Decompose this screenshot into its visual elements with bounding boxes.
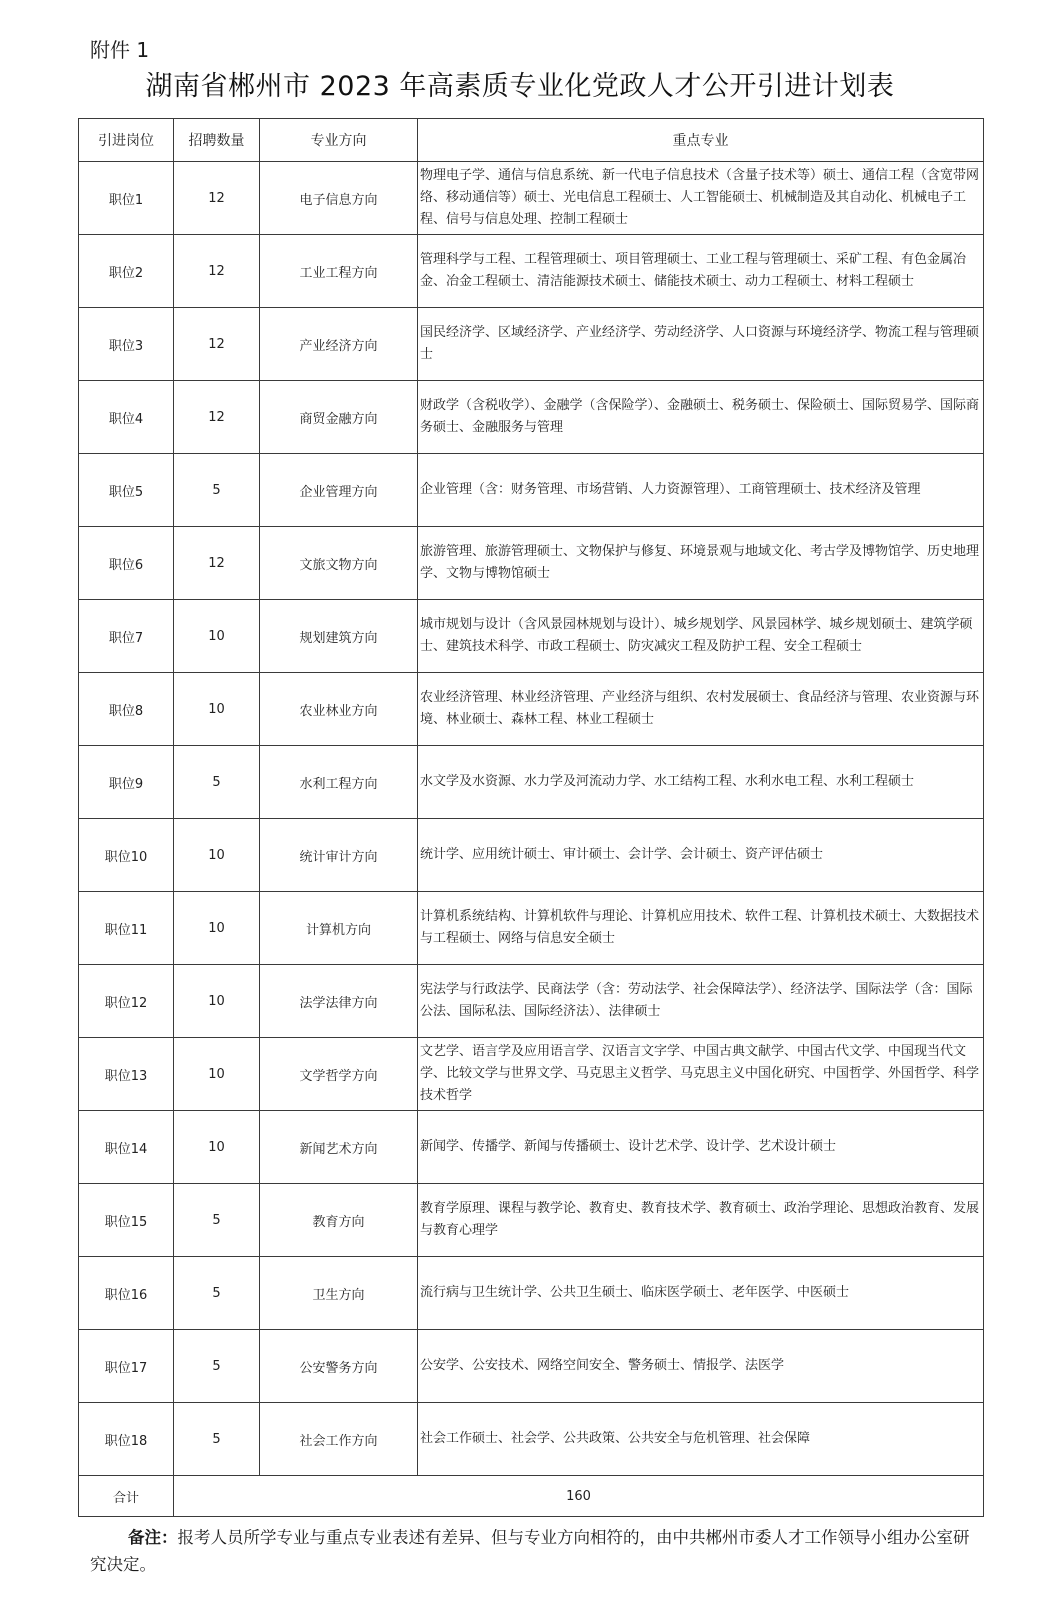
cell-majors: 计算机系统结构、计算机软件与理论、计算机应用技术、软件工程、计算机技术硕士、大数据技术与工程硕士、网络与信息安全硕士 bbox=[418, 892, 984, 965]
table-row bbox=[79, 1184, 984, 1257]
cell-majors: 财政学（含税收学）、金融学（含保险学）、金融硕士、税务硕士、保险硕士、国际贸易学、国际商务硕士、金融服务与管理 bbox=[418, 381, 984, 454]
table-row bbox=[79, 454, 984, 527]
cell-count: 5 bbox=[174, 454, 260, 527]
cell-count: 5 bbox=[174, 1403, 260, 1476]
total-value: 160 bbox=[174, 1476, 984, 1517]
table-row bbox=[79, 600, 984, 673]
table-row bbox=[79, 819, 984, 892]
cell-majors: 文艺学、语言学及应用语言学、汉语言文字学、中国古典文献学、中国古代文学、中国现当代文学、比较文学与世界文学、马克思主义哲学、马克思主义中国化研究、中国哲学、外国哲学、科学技术哲学 bbox=[418, 1038, 984, 1111]
table-row bbox=[79, 162, 984, 235]
cell-direction: 统计审计方向 bbox=[260, 819, 418, 892]
cell-direction: 规划建筑方向 bbox=[260, 600, 418, 673]
cell-count: 10 bbox=[174, 1111, 260, 1184]
cell-position: 职位13 bbox=[79, 1038, 174, 1111]
cell-majors: 宪法学与行政法学、民商法学（含：劳动法学、社会保障法学）、经济法学、国际法学（含：国际公法、国际私法、国际经济法）、法律硕士 bbox=[418, 965, 984, 1038]
table-row bbox=[79, 1330, 984, 1403]
cell-position: 职位9 bbox=[79, 746, 174, 819]
header-count: 招聘数量 bbox=[174, 119, 260, 162]
cell-position: 职位12 bbox=[79, 965, 174, 1038]
cell-majors: 农业经济管理、林业经济管理、产业经济与组织、农村发展硕士、食品经济与管理、农业资源与环境、林业硕士、森林工程、林业工程硕士 bbox=[418, 673, 984, 746]
cell-position: 职位6 bbox=[79, 527, 174, 600]
cell-majors: 水文学及水资源、水力学及河流动力学、水工结构工程、水利水电工程、水利工程硕士 bbox=[418, 746, 984, 819]
attachment-label: 附件 1 bbox=[90, 38, 150, 62]
cell-count: 5 bbox=[174, 746, 260, 819]
table-row bbox=[79, 1403, 984, 1476]
cell-count: 10 bbox=[174, 600, 260, 673]
table-row bbox=[79, 892, 984, 965]
cell-majors: 城市规划与设计（含风景园林规划与设计）、城乡规划学、风景园林学、城乡规划硕士、建筑学硕士、建筑技术科学、市政工程硕士、防灾减灾工程及防护工程、安全工程硕士 bbox=[418, 600, 984, 673]
page-title: 湖南省郴州市 2023 年高素质专业化党政人才公开引进计划表 bbox=[145, 71, 895, 102]
cell-position: 职位14 bbox=[79, 1111, 174, 1184]
table-row bbox=[79, 1257, 984, 1330]
cell-direction: 法学法律方向 bbox=[260, 965, 418, 1038]
cell-position: 职位2 bbox=[79, 235, 174, 308]
cell-direction: 公安警务方向 bbox=[260, 1330, 418, 1403]
cell-count: 10 bbox=[174, 673, 260, 746]
cell-position: 职位17 bbox=[79, 1330, 174, 1403]
table-body bbox=[79, 162, 984, 1476]
remark-text: 报考人员所学专业与重点专业表述有差异、但与专业方向相符的，由中共郴州市委人才工作领导小组办公室研究决定。 bbox=[90, 1528, 970, 1574]
cell-direction: 水利工程方向 bbox=[260, 746, 418, 819]
remark-note bbox=[90, 1524, 970, 1578]
cell-direction: 计算机方向 bbox=[260, 892, 418, 965]
cell-position: 职位18 bbox=[79, 1403, 174, 1476]
table-row bbox=[79, 965, 984, 1038]
table-row bbox=[79, 1111, 984, 1184]
table-row bbox=[79, 1038, 984, 1111]
cell-direction: 工业工程方向 bbox=[260, 235, 418, 308]
table-header-row bbox=[79, 119, 984, 162]
cell-count: 5 bbox=[174, 1257, 260, 1330]
cell-direction: 产业经济方向 bbox=[260, 308, 418, 381]
cell-position: 职位5 bbox=[79, 454, 174, 527]
cell-direction: 农业林业方向 bbox=[260, 673, 418, 746]
total-row bbox=[79, 1476, 984, 1517]
cell-position: 职位1 bbox=[79, 162, 174, 235]
cell-position: 职位3 bbox=[79, 308, 174, 381]
cell-count: 12 bbox=[174, 162, 260, 235]
header-direction: 专业方向 bbox=[260, 119, 418, 162]
cell-position: 职位10 bbox=[79, 819, 174, 892]
cell-count: 5 bbox=[174, 1330, 260, 1403]
cell-majors: 新闻学、传播学、新闻与传播硕士、设计艺术学、设计学、艺术设计硕士 bbox=[418, 1111, 984, 1184]
table-row bbox=[79, 746, 984, 819]
cell-direction: 文旅文物方向 bbox=[260, 527, 418, 600]
cell-count: 12 bbox=[174, 308, 260, 381]
cell-direction: 企业管理方向 bbox=[260, 454, 418, 527]
header-majors: 重点专业 bbox=[418, 119, 984, 162]
cell-position: 职位4 bbox=[79, 381, 174, 454]
cell-direction: 新闻艺术方向 bbox=[260, 1111, 418, 1184]
cell-majors: 统计学、应用统计硕士、审计硕士、会计学、会计硕士、资产评估硕士 bbox=[418, 819, 984, 892]
cell-direction: 电子信息方向 bbox=[260, 162, 418, 235]
cell-majors: 流行病与卫生统计学、公共卫生硕士、临床医学硕士、老年医学、中医硕士 bbox=[418, 1257, 984, 1330]
remark-label: 备注： bbox=[128, 1528, 178, 1547]
table-row bbox=[79, 235, 984, 308]
cell-direction: 教育方向 bbox=[260, 1184, 418, 1257]
cell-direction: 社会工作方向 bbox=[260, 1403, 418, 1476]
cell-count: 5 bbox=[174, 1184, 260, 1257]
cell-count: 12 bbox=[174, 527, 260, 600]
table-row bbox=[79, 381, 984, 454]
cell-position: 职位8 bbox=[79, 673, 174, 746]
table-row bbox=[79, 308, 984, 381]
cell-position: 职位15 bbox=[79, 1184, 174, 1257]
total-label: 合计 bbox=[79, 1476, 174, 1517]
cell-count: 10 bbox=[174, 965, 260, 1038]
cell-majors: 国民经济学、区域经济学、产业经济学、劳动经济学、人口资源与环境经济学、物流工程与管理硕士 bbox=[418, 308, 984, 381]
cell-direction: 卫生方向 bbox=[260, 1257, 418, 1330]
cell-direction: 文学哲学方向 bbox=[260, 1038, 418, 1111]
cell-count: 10 bbox=[174, 819, 260, 892]
cell-majors: 企业管理（含：财务管理、市场营销、人力资源管理）、工商管理硕士、技术经济及管理 bbox=[418, 454, 984, 527]
cell-majors: 社会工作硕士、社会学、公共政策、公共安全与危机管理、社会保障 bbox=[418, 1403, 984, 1476]
recruitment-plan-table bbox=[78, 118, 984, 1517]
table-row bbox=[79, 527, 984, 600]
cell-count: 12 bbox=[174, 235, 260, 308]
cell-count: 10 bbox=[174, 892, 260, 965]
cell-majors: 物理电子学、通信与信息系统、新一代电子信息技术（含量子技术等）硕士、通信工程（含宽带网络、移动通信等）硕士、光电信息工程硕士、人工智能硕士、机械制造及其自动化、机械电子工程、信号与信息处理、控制工程硕士 bbox=[418, 162, 984, 235]
cell-majors: 旅游管理、旅游管理硕士、文物保护与修复、环境景观与地域文化、考古学及博物馆学、历史地理学、文物与博物馆硕士 bbox=[418, 527, 984, 600]
cell-position: 职位16 bbox=[79, 1257, 174, 1330]
cell-position: 职位11 bbox=[79, 892, 174, 965]
cell-majors: 教育学原理、课程与教学论、教育史、教育技术学、教育硕士、政治学理论、思想政治教育、发展与教育心理学 bbox=[418, 1184, 984, 1257]
cell-majors: 公安学、公安技术、网络空间安全、警务硕士、情报学、法医学 bbox=[418, 1330, 984, 1403]
cell-position: 职位7 bbox=[79, 600, 174, 673]
cell-count: 10 bbox=[174, 1038, 260, 1111]
cell-majors: 管理科学与工程、工程管理硕士、项目管理硕士、工业工程与管理硕士、采矿工程、有色金属冶金、冶金工程硕士、清洁能源技术硕士、储能技术硕士、动力工程硕士、材料工程硕士 bbox=[418, 235, 984, 308]
header-position: 引进岗位 bbox=[79, 119, 174, 162]
cell-direction: 商贸金融方向 bbox=[260, 381, 418, 454]
table-row bbox=[79, 673, 984, 746]
cell-count: 12 bbox=[174, 381, 260, 454]
